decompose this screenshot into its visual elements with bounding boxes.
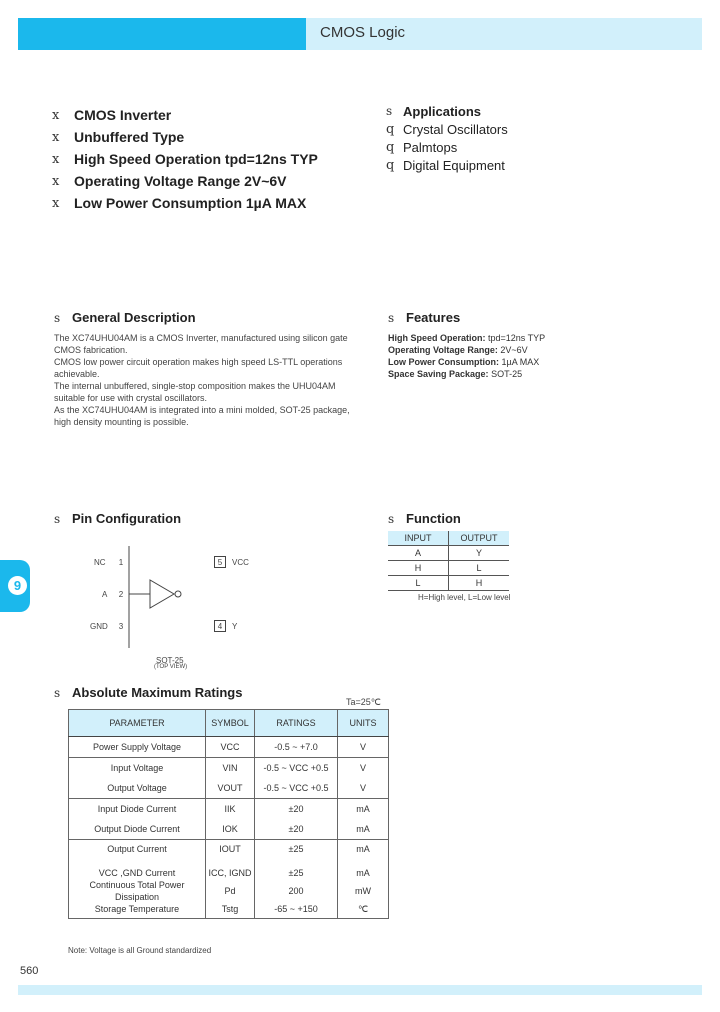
abs-max-note: Note: Voltage is all Ground standardized [68,946,212,955]
general-description-text: The XC74UHU04AM is a CMOS Inverter, manufactured using silicon gate CMOS fabrication. CMOS low power circuit operation makes high speed LS-TTL operations achievable. The internal unbuffered, single-stop composition makes the UHU04AM suitable for use with crystal oscillators. As the XC74UHU04AM is integrated into a mini molded, SOT-25 package, high density mounting is possible. [54,333,350,427]
header-accent-bar [18,18,306,50]
feature-item: Operating Voltage Range: 2V~6V [388,345,528,355]
function-title: s Function [388,511,461,526]
key-feature-item: x CMOS Inverter [52,107,172,123]
key-feature-item: x Low Power Consumption 1µA MAX [52,195,307,211]
table-row: Power Supply Voltage VCC -0.5 ~ +7.0 V [69,737,389,758]
section-bullet-icon: s [54,511,61,526]
pin-number-1: 1 [118,557,124,567]
pin-number-5: 5 [214,556,226,568]
inverter-symbol [80,540,280,670]
applications-title: s Applications [386,103,482,119]
pin-label-gnd: GND [90,622,108,631]
application-item: q Palmtops [386,139,458,155]
section-bullet-icon: s [54,310,61,325]
bullet-icon: q [386,121,395,137]
pin-label-vcc: VCC [232,558,249,567]
bullet-icon: q [386,139,395,155]
feature-item: High Speed Operation: tpd=12ns TYP [388,333,546,343]
section-bullet-icon: s [388,310,395,325]
bullet-icon: x [52,151,60,167]
pin-number-3: 3 [118,621,124,631]
table-row-group: Output Current VCC ,GND Current Continuous Total Power Dissipation Storage Temperature IOUT ICC, IGND Pd Tstg ±25 ±25 200 -65 ~ +150 mA mA mW ℃ [69,840,389,919]
function-table: INPUT OUTPUT A Y H L L H [388,531,509,591]
bullet-icon: x [52,195,60,211]
applications-section [386,102,508,174]
feature-item: Space Saving Package: SOT-25 [388,369,523,379]
key-feature-item: x Operating Voltage Range 2V~6V [52,173,287,189]
key-feature-item: x High Speed Operation tpd=12ns TYP [52,151,318,167]
pin-diagram [80,540,280,670]
features-list [388,332,545,380]
features-title: s Features [388,310,461,325]
pin-label-a: A [102,590,108,599]
page-title: CMOS Logic [320,24,406,41]
bullet-icon: x [52,129,60,145]
table-row-group: Input Voltage Output Voltage VIN VOUT -0.5 ~ VCC +0.5 -0.5 ~ VCC +0.5 V V [69,758,389,799]
abs-max-title: s Absolute Maximum Ratings [54,685,243,700]
chapter-number-badge[interactable]: 9 [8,576,27,595]
function-note: H=High level, L=Low level [418,593,511,602]
key-feature-item: x Unbuffered Type [52,129,185,145]
general-description-title: s General Description [54,310,196,325]
bullet-icon: x [52,173,60,189]
pin-configuration-title: s Pin Configuration [54,511,182,526]
footer-bar [18,985,702,995]
application-item: q Digital Equipment [386,157,505,173]
pin-number-4: 4 [214,620,226,632]
pin-number-2: 2 [118,589,124,599]
table-row-group: Input Diode Current Output Diode Current IIK IOK ±20 ±20 mA mA [69,799,389,840]
pin-label-y: Y [232,622,238,631]
package-label: SOT-25 [156,656,184,665]
section-bullet-icon: s [388,511,395,526]
table-row: H L [388,561,509,576]
bullet-icon: q [386,157,395,173]
section-bullet-icon: s [54,685,61,700]
package-view-label: (TOP VIEW) [154,664,188,670]
table-row: L H [388,576,509,591]
application-item: q Crystal Oscillators [386,121,508,137]
section-bullet-icon: s [386,104,393,118]
abs-max-table: PARAMETER SYMBOL RATINGS UNITS Power Supply Voltage VCC -0.5 ~ +7.0 V Input Voltage Output Voltage VIN VOUT -0.5 ~ VCC +0.5 -0.5 ~ VCC +0.5 V V Input Diode Current Output Diode Current IIK IOK ±20 ±20 mA mA Output Current VCC ,GND Current Continuous Total Power Dissipation Storage Temperature IOUT ICC, IGND Pd Tstg ±25 ±25 200 -65 ~ +150 mA mA mW ℃ [68,709,389,919]
bullet-icon: x [52,107,60,123]
key-features-list [52,104,318,214]
page-number: 560 [20,965,39,977]
feature-item: Low Power Consumption: 1µA MAX [388,357,540,367]
ambient-temperature-label: Ta=25℃ [346,697,381,707]
pin-label-nc: NC [94,558,106,567]
